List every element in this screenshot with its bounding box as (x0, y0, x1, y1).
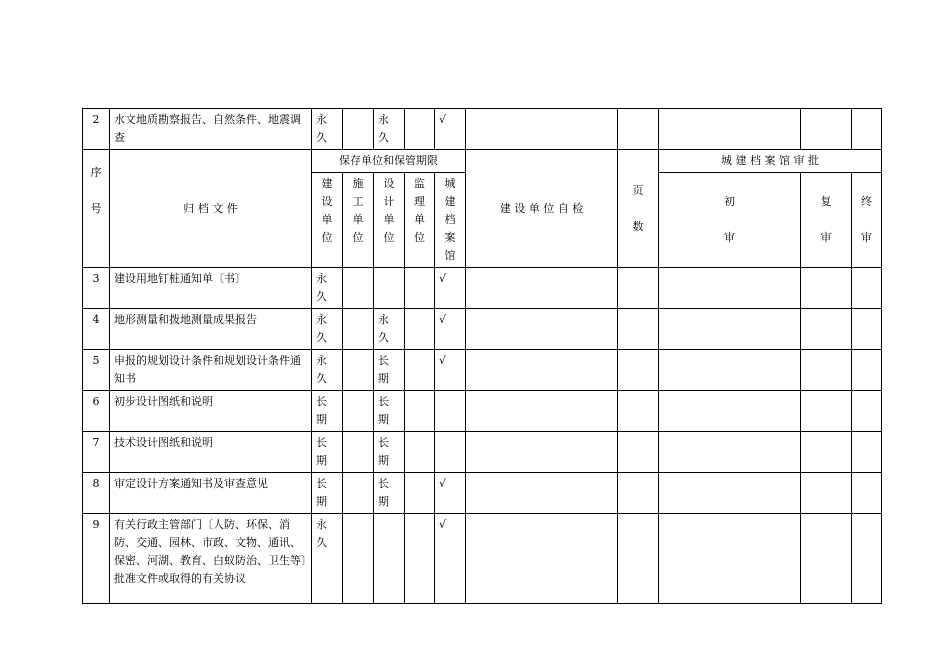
row-number: 3 (83, 268, 110, 309)
file-name: 技术设计图纸和说明 (110, 432, 312, 473)
pages-cell (618, 514, 659, 604)
second-review-cell (801, 309, 852, 350)
self-check-cell (466, 309, 618, 350)
construction-unit-period: 长 期 (312, 391, 343, 432)
table-row (83, 268, 882, 309)
initial-review-cell (659, 391, 801, 432)
header-final: 终 审 (852, 173, 882, 268)
header-archive: 城 建 档 案 馆 (435, 173, 466, 268)
builder-unit-period (343, 109, 374, 150)
table-row (83, 109, 882, 150)
second-review-cell (801, 432, 852, 473)
design-unit-period: 长 期 (374, 432, 405, 473)
pages-cell (618, 268, 659, 309)
self-check-cell (466, 514, 618, 604)
archive-check: √ (435, 514, 466, 604)
self-check-cell (466, 473, 618, 514)
pages-cell (618, 473, 659, 514)
file-name: 申报的规划设计条件和规划设计条件通知书 (110, 350, 312, 391)
archive-table (82, 108, 882, 604)
second-review-cell (801, 109, 852, 150)
final-review-cell (852, 309, 882, 350)
construction-unit-period: 永 久 (312, 109, 343, 150)
header-design-unit: 设 计 单 位 (374, 173, 405, 268)
final-review-cell (852, 109, 882, 150)
construction-unit-period: 长 期 (312, 473, 343, 514)
second-review-cell (801, 514, 852, 604)
pages-cell (618, 309, 659, 350)
header-pages: 页 数 (618, 150, 659, 268)
file-name: 初步设计图纸和说明 (110, 391, 312, 432)
supervision-unit-period (405, 350, 435, 391)
second-review-cell (801, 350, 852, 391)
second-review-cell (801, 473, 852, 514)
supervision-unit-period (405, 268, 435, 309)
design-unit-period (374, 514, 405, 604)
design-unit-period: 长 期 (374, 350, 405, 391)
archive-check (435, 432, 466, 473)
final-review-cell (852, 350, 882, 391)
header-construction-unit: 建 设 单 位 (312, 173, 343, 268)
header-row (83, 150, 882, 173)
archive-check: √ (435, 309, 466, 350)
design-unit-period: 永 久 (374, 109, 405, 150)
archive-check: √ (435, 268, 466, 309)
self-check-cell (466, 350, 618, 391)
row-number: 2 (83, 109, 110, 150)
file-name: 水文地质勘察报告、自然条件、地震调查 (110, 109, 312, 150)
file-name: 建设用地钉桩通知单〔书〕 (110, 268, 312, 309)
second-review-cell (801, 268, 852, 309)
final-review-cell (852, 391, 882, 432)
header-retention: 保存单位和保管期限 (312, 150, 466, 173)
final-review-cell (852, 268, 882, 309)
final-review-cell (852, 432, 882, 473)
pages-cell (618, 391, 659, 432)
design-unit-period (374, 268, 405, 309)
builder-unit-period (343, 473, 374, 514)
supervision-unit-period (405, 309, 435, 350)
builder-unit-period (343, 309, 374, 350)
initial-review-cell (659, 309, 801, 350)
table-row (83, 432, 882, 473)
table-row (83, 514, 882, 604)
supervision-unit-period (405, 432, 435, 473)
construction-unit-period: 永 久 (312, 268, 343, 309)
header-self-check: 建 设 单 位 自 检 (466, 150, 618, 268)
design-unit-period: 长 期 (374, 473, 405, 514)
construction-unit-period: 永 久 (312, 514, 343, 604)
design-unit-period: 长 期 (374, 391, 405, 432)
second-review-cell (801, 391, 852, 432)
header-review: 复 审 (801, 173, 852, 268)
builder-unit-period (343, 432, 374, 473)
row-number: 6 (83, 391, 110, 432)
header-seq: 序 号 (83, 150, 110, 268)
initial-review-cell (659, 109, 801, 150)
row-number: 9 (83, 514, 110, 604)
row-number: 7 (83, 432, 110, 473)
supervision-unit-period (405, 109, 435, 150)
table-row (83, 350, 882, 391)
builder-unit-period (343, 350, 374, 391)
final-review-cell (852, 514, 882, 604)
archive-check (435, 391, 466, 432)
initial-review-cell (659, 350, 801, 391)
archive-check: √ (435, 109, 466, 150)
initial-review-cell (659, 268, 801, 309)
initial-review-cell (659, 432, 801, 473)
table-row (83, 473, 882, 514)
supervision-unit-period (405, 473, 435, 514)
self-check-cell (466, 109, 618, 150)
supervision-unit-period (405, 391, 435, 432)
supervision-unit-period (405, 514, 435, 604)
builder-unit-period (343, 391, 374, 432)
header-supervision-unit: 监 理 单 位 (405, 173, 435, 268)
row-number: 8 (83, 473, 110, 514)
builder-unit-period (343, 268, 374, 309)
initial-review-cell (659, 514, 801, 604)
pages-cell (618, 350, 659, 391)
construction-unit-period: 永 久 (312, 309, 343, 350)
self-check-cell (466, 268, 618, 309)
table-row (83, 309, 882, 350)
header-builder-unit: 施 工 单 位 (343, 173, 374, 268)
archive-check: √ (435, 473, 466, 514)
row-number: 5 (83, 350, 110, 391)
pages-cell (618, 432, 659, 473)
file-name: 有关行政主管部门〔人防、环保、消防、交通、园林、市政、文物、通讯、保密、河湖、教育、白蚁防治、卫生等〕批准文件或取得的有关协议 (110, 514, 312, 604)
construction-unit-period: 长 期 (312, 432, 343, 473)
self-check-cell (466, 391, 618, 432)
row-number: 4 (83, 309, 110, 350)
construction-unit-period: 永 久 (312, 350, 343, 391)
pages-cell (618, 109, 659, 150)
final-review-cell (852, 473, 882, 514)
builder-unit-period (343, 514, 374, 604)
header-file: 归 档 文 件 (110, 150, 312, 268)
table-row (83, 391, 882, 432)
design-unit-period: 永 久 (374, 309, 405, 350)
self-check-cell (466, 432, 618, 473)
header-initial: 初 审 (659, 173, 801, 268)
file-name: 审定设计方案通知书及审查意见 (110, 473, 312, 514)
header-approval: 城 建 档 案 馆 审 批 (659, 150, 882, 173)
archive-check: √ (435, 350, 466, 391)
file-name: 地形测量和拨地测量成果报告 (110, 309, 312, 350)
initial-review-cell (659, 473, 801, 514)
